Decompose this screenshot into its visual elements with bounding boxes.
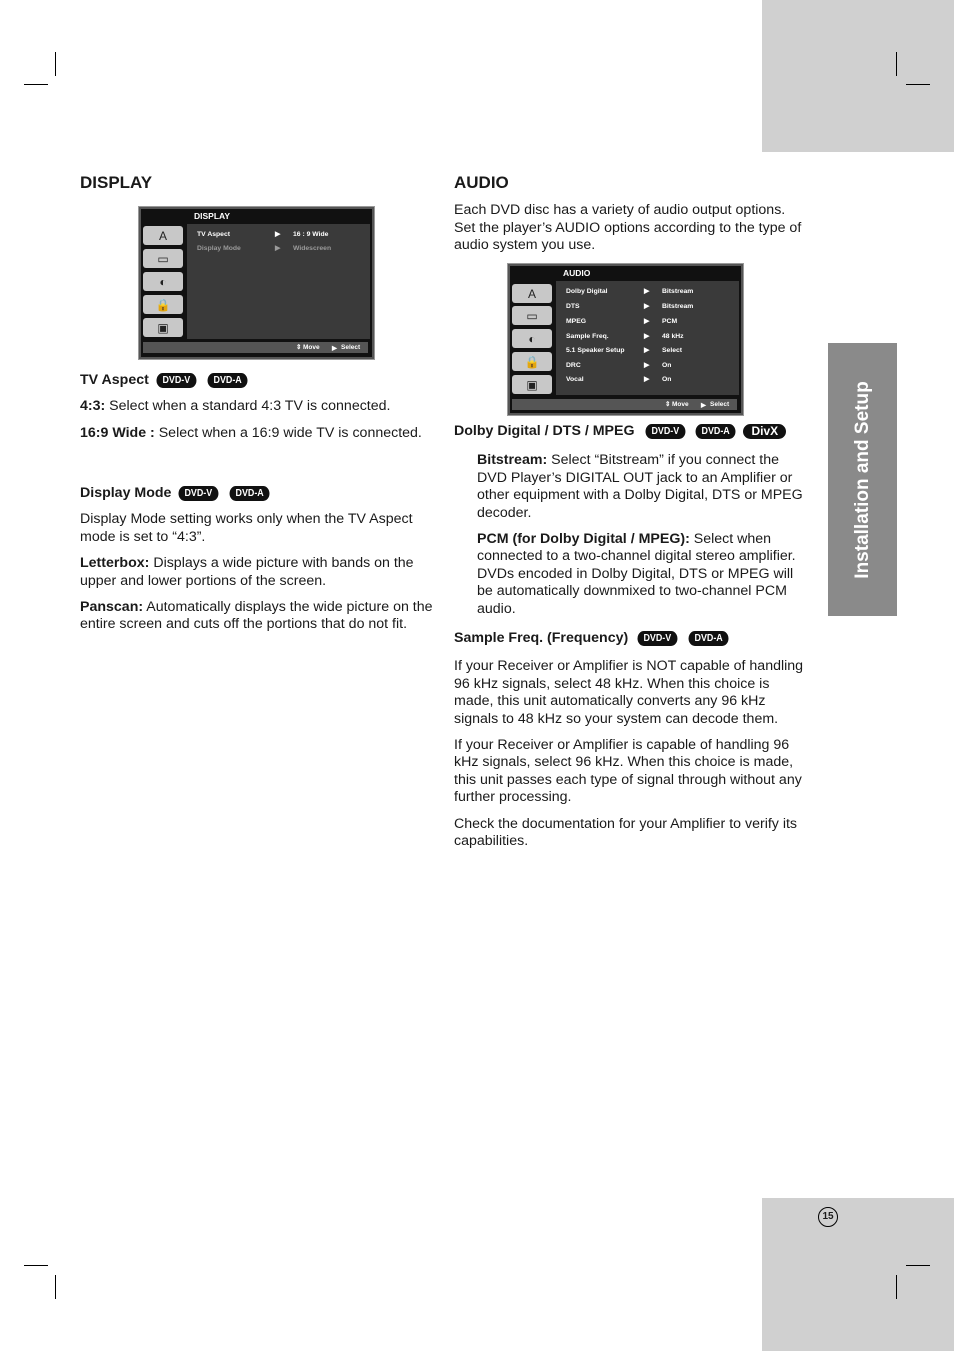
- crop-mark: [55, 52, 56, 76]
- sample-freq-96: If your Receiver or Amplifier is capable of handling 96 kHz signals, select 96 kHz. When this choice is made, this unit passes each type of signal through without any further processing.: [454, 737, 802, 806]
- crop-mark: [896, 1275, 897, 1299]
- arrow-right-icon: ▶: [275, 231, 281, 238]
- sample-freq-section: [454, 630, 806, 859]
- crop-mark: [906, 1265, 930, 1266]
- audio-menu-screenshot: [508, 264, 743, 415]
- audio-intro: Each DVD disc has a variety of audio output options. Set the player’s AUDIO options according to the type of audio system you use.: [454, 202, 802, 254]
- tv-aspect-16-9: 16:9 Wide : Select when a 16:9 wide TV is connected.: [80, 424, 422, 441]
- arrow-right-icon: ▶: [644, 362, 650, 369]
- sample-freq-heading: Sample Freq. (Frequency) DVD-V DVD-A: [454, 630, 806, 647]
- menu-panel: [187, 224, 370, 339]
- audio-icon: ◐: [143, 272, 183, 291]
- section-tab: [828, 343, 897, 616]
- crop-mark: [24, 84, 48, 85]
- tv-aspect-4-3: 4:3: Select when a standard 4:3 TV is connected.: [80, 398, 391, 415]
- lock-icon: 🔒: [143, 295, 183, 314]
- display-menu-screenshot: [139, 207, 374, 359]
- dvd-v-badge: DVD-V: [638, 631, 678, 646]
- display-mode-note: Display Mode setting works only when the TV Aspect mode is set to “4:3”.: [80, 511, 413, 545]
- tv-aspect-section: [80, 372, 435, 451]
- menu-row-drc: DRC ▶ On: [566, 362, 672, 369]
- select-icon: ▶: [701, 402, 706, 409]
- lock-icon: 🔒: [512, 352, 552, 371]
- dvd-a-badge: DVD-A: [207, 373, 247, 388]
- display-section: [80, 174, 435, 191]
- menu-row-display-mode: Display Mode ▶ Widescreen: [197, 245, 332, 252]
- dolby-heading: Dolby Digital / DTS / MPEG DVD-V DVD-A DivX: [454, 423, 806, 440]
- menu-title: DISPLAY: [194, 211, 231, 221]
- arrow-right-icon: ▶: [644, 347, 650, 354]
- display-heading: DISPLAY: [80, 173, 153, 192]
- language-icon: A: [143, 226, 183, 245]
- display-mode-section: [80, 485, 435, 643]
- crop-mark: [24, 1265, 48, 1266]
- pcm-description: PCM (for Dolby Digital / MPEG): Select when connected to a two-channel digital stereo amplifier. DVDs encoded in Dolby Digital, DTS or MPEG will be automatically downmixed to two-channel PCM audio.: [477, 531, 796, 617]
- menu-footer: ⇕ Move ▶ Select: [512, 399, 737, 410]
- panscan-description: Panscan: Automatically displays the wide picture on the entire screen and cuts off the portions that do not fit.: [80, 599, 433, 633]
- arrow-right-icon: ▶: [644, 376, 650, 383]
- dvd-a-badge: DVD-A: [696, 424, 736, 439]
- menu-row-mpeg: MPEG ▶ PCM: [566, 318, 678, 325]
- move-icon: ⇕: [665, 401, 671, 408]
- menu-row-speaker-setup: 5.1 Speaker Setup ▶ Select: [566, 347, 683, 354]
- move-icon: ⇕: [296, 344, 302, 351]
- arrow-right-icon: ▶: [644, 318, 650, 325]
- menu-footer: ⇕ Move ▶ Select: [143, 342, 368, 353]
- arrow-right-icon: ▶: [644, 288, 650, 295]
- dvd-a-badge: DVD-A: [230, 486, 270, 501]
- divx-badge: DivX: [743, 424, 786, 439]
- sample-freq-note: Check the documentation for your Amplifier to verify its capabilities.: [454, 815, 798, 850]
- arrow-right-icon: ▶: [644, 333, 650, 340]
- dvd-v-badge: DVD-V: [179, 486, 219, 501]
- language-icon: A: [512, 284, 552, 303]
- letterbox-description: Letterbox: Displays a wide picture with bands on the upper and lower portions of the screen.: [80, 555, 414, 589]
- menu-row-dolby-digital: Dolby Digital ▶ Bitstream: [566, 288, 694, 295]
- display-icon: ▭: [512, 306, 552, 325]
- others-icon: ▣: [143, 318, 183, 337]
- audio-icon: ◐ ▸: [512, 329, 552, 348]
- others-icon: ▣: [512, 375, 552, 394]
- tv-aspect-heading: TV Aspect DVD-V DVD-A: [80, 372, 435, 389]
- bitstream-description: Bitstream: Select “Bitstream” if you connect the DVD Player’s DIGITAL OUT jack to an Amplifier or other equipment with a Dolby Digital, DTS or MPEG decoder.: [477, 452, 803, 521]
- section-tab-label: Installation and Setup: [851, 380, 873, 579]
- crop-mark: [55, 1275, 56, 1299]
- menu-row-dts: DTS ▶ Bitstream: [566, 303, 694, 310]
- dvd-a-badge: DVD-A: [688, 631, 728, 646]
- dvd-v-badge: DVD-V: [645, 424, 685, 439]
- display-mode-heading: Display Mode DVD-V DVD-A: [80, 485, 435, 502]
- sample-freq-48: If your Receiver or Amplifier is NOT capable of handling 96 kHz signals, select 48 kHz. When this choice is made, this unit automatically converts any 96 kHz signals to 48 kHz so your system can decode them.: [454, 658, 804, 727]
- menu-row-vocal: Vocal ▶ On: [566, 376, 672, 383]
- side-band-gap: [828, 152, 954, 1198]
- select-icon: ▶: [332, 345, 337, 352]
- dvd-v-badge: DVD-V: [156, 373, 196, 388]
- menu-row-tv-aspect: TV Aspect ▶ 16 : 9 Wide: [197, 231, 329, 238]
- audio-heading: AUDIO: [454, 173, 509, 192]
- arrow-right-icon: ▶: [275, 245, 281, 252]
- arrow-right-icon: ▶: [644, 303, 650, 310]
- display-icon: ▭ ▸: [143, 249, 183, 268]
- page-number: 15: [818, 1207, 838, 1227]
- dolby-section: [454, 423, 806, 627]
- audio-section: [454, 174, 804, 264]
- crop-mark: [896, 52, 897, 76]
- menu-row-sample-freq: Sample Freq. ▶ 48 kHz: [566, 333, 684, 340]
- menu-title: AUDIO: [563, 268, 591, 278]
- crop-mark: [906, 84, 930, 85]
- menu-panel: [556, 281, 739, 395]
